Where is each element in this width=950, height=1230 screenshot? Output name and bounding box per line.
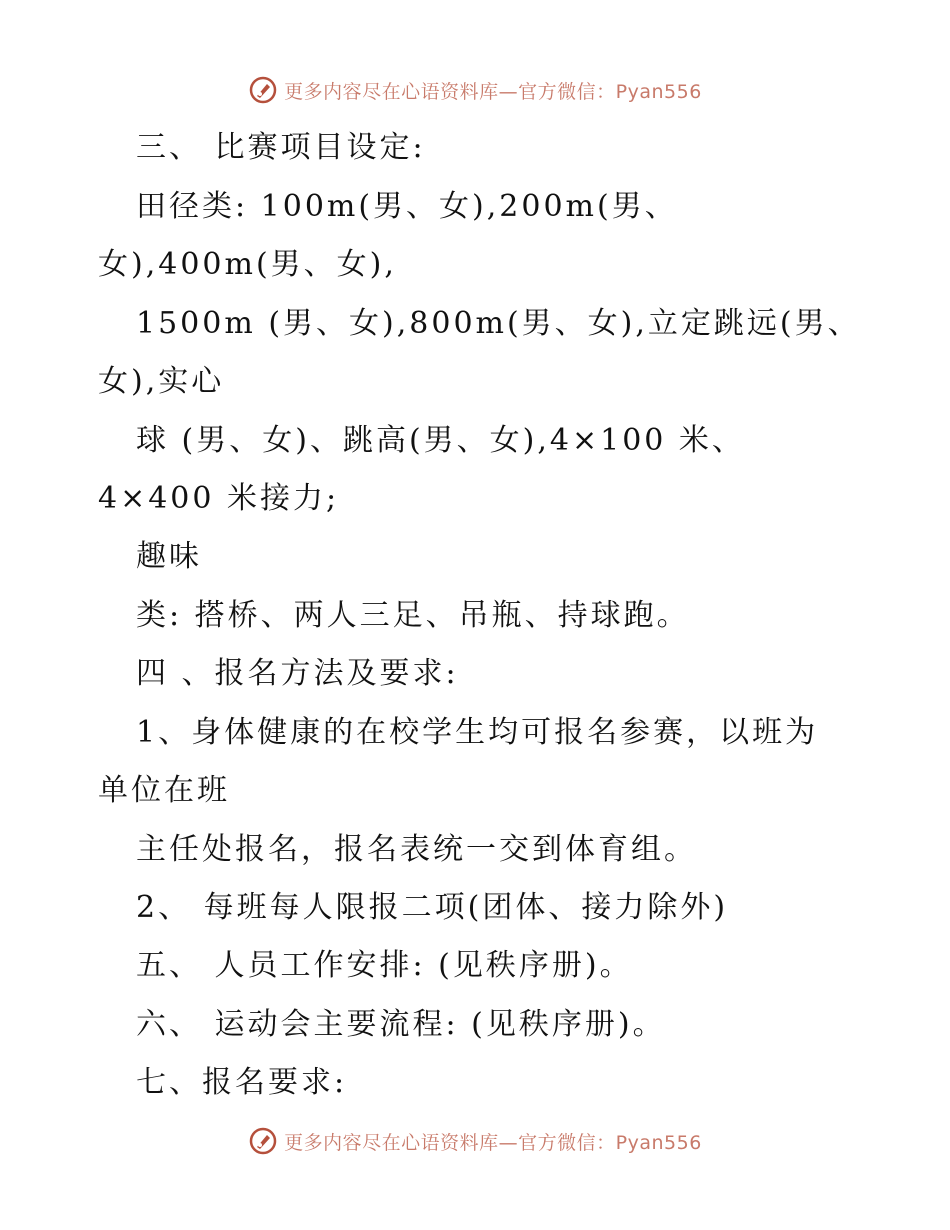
text-line: 2、 每班每人限报二项(团体、接力除外) [136, 890, 729, 925]
text-line: 球 (男、女)、跳高(男、女),4×100 米、 [136, 423, 745, 458]
watermark-text: 更多内容尽在心语资料库—官方微信：Pyan556 [284, 1131, 702, 1154]
section-heading-requirements: 七、报名要求: [136, 1065, 348, 1100]
text-line: 主任处报名，报名表统一交到体育组。 [136, 832, 697, 867]
text-line: 1、身体健康的在校学生均可报名参赛，以班为 [136, 715, 819, 750]
footer-watermark [0, 1123, 950, 1159]
text-line: 田径类: 100m(男、女),200m(男、 [136, 189, 678, 224]
section-heading-staff: 五、 人员工作安排: (见秩序册)。 [136, 948, 633, 983]
text-line: 女),400m(男、女), [98, 247, 397, 282]
text-line: 单位在班 [98, 773, 230, 808]
text-line: 4×400 米接力; [98, 481, 340, 516]
section-heading-process: 六、 运动会主要流程: (见秩序册)。 [136, 1007, 666, 1042]
text-line: 1500m (男、女),800m(男、女),立定跳远(男、 [136, 306, 861, 341]
text-line: 女),实心 [98, 364, 225, 399]
pen-nib-logo-icon [248, 1126, 278, 1156]
text-line: 类: 搭桥、两人三足、吊瓶、持球跑。 [136, 598, 690, 633]
section-heading-events: 三、 比赛项目设定: [136, 130, 426, 165]
text-line: 趣味 [136, 539, 202, 574]
section-heading-registration: 四 、报名方法及要求: [136, 656, 459, 691]
watermark-text: 更多内容尽在心语资料库—官方微信：Pyan556 [284, 80, 702, 103]
